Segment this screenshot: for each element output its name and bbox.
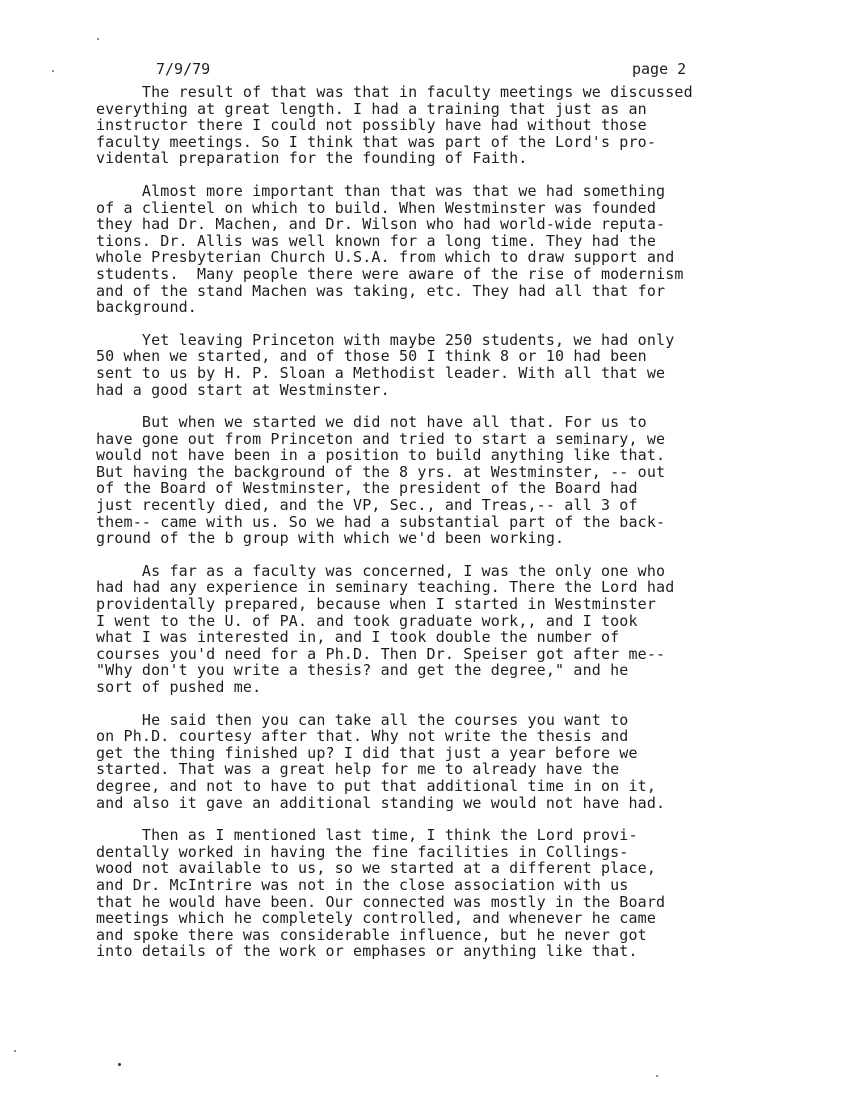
text-line: have gone out from Princeton and tried to start a seminary, we	[96, 429, 666, 448]
text-line: started. That was a great help for me to already have the	[96, 760, 620, 779]
text-line: Then as I mentioned last time, I think the Lord provi-	[96, 826, 638, 845]
text-line: instructor there I could not possibly have had without those	[96, 116, 647, 135]
text-line: get the thing finished up? I did that just a year before we	[96, 743, 638, 762]
scan-speck	[52, 70, 54, 72]
paragraph	[96, 827, 776, 960]
scan-speck	[97, 38, 99, 40]
text-line: "Why don't you write a thesis? and get the degree," and he	[96, 661, 629, 680]
text-line: But when we started we did not have all that. For us to	[96, 413, 647, 432]
text-line: degree, and not to have to put that additional time in on it,	[96, 776, 657, 795]
text-line: on Ph.D. courtesy after that. Why not write the thesis and	[96, 727, 629, 746]
text-line: I went to the U. of PA. and took graduate work,, and I took	[96, 611, 638, 630]
text-line: But having the background of the 8 yrs. at Westminster, -- out	[96, 462, 666, 481]
text-line: tions. Dr. Allis was well known for a long time. They had the	[96, 231, 657, 250]
text-line: and spoke there was considerable influence, but he never got	[96, 925, 647, 944]
scan-speck	[656, 1075, 658, 1077]
text-line: faculty meetings. So I think that was part of the Lord's pro-	[96, 132, 657, 151]
text-line: meetings which he completely controlled, and whenever he came	[96, 909, 657, 928]
text-line: background.	[96, 298, 197, 317]
document-body	[96, 84, 776, 976]
text-line: would not have been in a position to build anything like that.	[96, 446, 666, 465]
paragraph	[96, 414, 776, 547]
paragraph	[96, 332, 776, 398]
text-line: dentally worked in having the fine facilities in Collings-	[96, 842, 629, 861]
paragraph	[96, 712, 776, 812]
text-line: He said then you can take all the courses you want to	[96, 710, 629, 729]
text-line: ground of the b group with which we'd been working.	[96, 529, 565, 548]
text-line: 50 when we started, and of those 50 I think 8 or 10 had been	[96, 347, 647, 366]
document-date: 7/9/79	[156, 60, 211, 78]
text-line: Almost more important than that was that we had something	[96, 181, 666, 200]
text-line: and Dr. McIntrire was not in the close association with us	[96, 875, 629, 894]
text-line: sort of pushed me.	[96, 678, 262, 696]
text-line: wood not available to us, so we started at a different place,	[96, 859, 657, 878]
text-line: and of the stand Machen was taking, etc. They had all that for	[96, 281, 666, 300]
text-line: The result of that was that in faculty meetings we discussed	[96, 83, 693, 101]
text-line: what I was interested in, and I took double the number of	[96, 628, 620, 647]
text-line: just recently died, and the VP, Sec., and Treas,-- all 3 of	[96, 496, 638, 515]
text-line: students. Many people there were aware of the rise of modernism	[96, 264, 684, 283]
page-number: page 2	[632, 60, 687, 78]
text-line: of a clientel on which to build. When Westminster was founded	[96, 198, 657, 217]
text-line: into details of the work or emphases or anything like that.	[96, 942, 638, 961]
text-line: whole Presbyterian Church U.S.A. from which to draw support and	[96, 248, 675, 267]
paragraph	[96, 183, 776, 316]
text-line: Yet leaving Princeton with maybe 250 students, we had only	[96, 330, 675, 349]
text-line: them-- came with us. So we had a substantial part of the back-	[96, 512, 666, 531]
text-line: of the Board of Westminster, the president of the Board had	[96, 479, 638, 498]
text-line: they had Dr. Machen, and Dr. Wilson who had world-wide reputa-	[96, 215, 666, 234]
scan-speck	[118, 1063, 121, 1066]
paragraph	[96, 84, 776, 167]
paragraph	[96, 563, 776, 696]
page-header	[96, 58, 706, 80]
text-line: sent to us by H. P. Sloan a Methodist leader. With all that we	[96, 363, 666, 382]
text-line: had had any experience in seminary teaching. There the Lord had	[96, 578, 675, 597]
scan-speck	[14, 1050, 16, 1052]
text-line: As far as a faculty was concerned, I was the only one who	[96, 561, 666, 580]
text-line: courses you'd need for a Ph.D. Then Dr. Speiser got after me--	[96, 644, 666, 663]
text-line: that he would have been. Our connected was mostly in the Board	[96, 892, 666, 911]
text-line: everything at great length. I had a training that just as an	[96, 99, 647, 118]
text-line: providentally prepared, because when I started in Westminster	[96, 595, 657, 614]
text-line: vidental preparation for the founding of Faith.	[96, 149, 528, 168]
text-line: and also it gave an additional standing we would not have had.	[96, 793, 666, 812]
text-line: had a good start at Westminster.	[96, 380, 390, 399]
